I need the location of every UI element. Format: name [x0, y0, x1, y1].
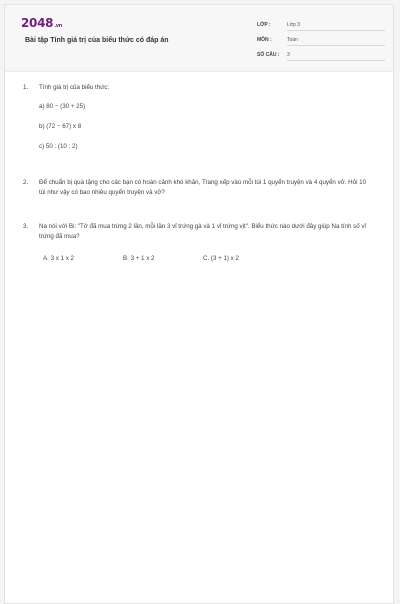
question-1-item-a: a) 80 − (30 + 25): [39, 103, 86, 110]
question-number: 3.: [23, 223, 29, 230]
meta-count-row: [257, 49, 385, 64]
question-number: 2.: [23, 179, 29, 186]
question-text: Na nói với Bi: "Tớ đã mua trứng 2 lần, mỗi lần 3 vỉ trứng gà và 1 vỉ trứng vịt". Biểu thức nào dưới đây giúp Na tính số vỉ trứng đã mua?: [39, 223, 366, 240]
meta-subject-row: [257, 34, 385, 49]
worksheet-title: Bài tập Tính giá trị của biểu thức có đáp án: [25, 37, 169, 44]
logo-text: 2048: [21, 16, 54, 30]
question-3-option-c: C. (3 + 1) x 2: [203, 255, 239, 262]
site-logo[interactable]: [21, 16, 62, 30]
worksheet: [4, 4, 394, 604]
subject-value: Toán: [287, 37, 385, 46]
question-count-value: 3: [287, 52, 385, 61]
question-3-option-b: B. 3 + 1 x 2: [123, 255, 155, 262]
question-text: Tính giá trị của biểu thức:: [39, 84, 110, 91]
logo-suffix: .vn: [54, 23, 63, 29]
subject-label: MÔN :: [257, 37, 272, 43]
meta-class-row: [257, 19, 385, 34]
question-number: 1.: [23, 84, 29, 91]
question-1-item-c: c) 50 : (10 : 2): [39, 143, 78, 150]
class-value: Lớp 3: [287, 22, 385, 31]
worksheet-header: [5, 5, 393, 72]
question-3-option-a: A. 3 x 1 x 2: [43, 255, 74, 262]
question-count-label: SỐ CÂU :: [257, 52, 280, 58]
question-text: Để chuẩn bị quà tặng cho các bạn có hoàn cảnh khó khăn, Trang xếp vào mỗi túi 1 quyển truyện và 4 quyển vở. Hỏi 10 túi như vậy có bao nhiêu quyển truyện và vở?: [39, 179, 367, 196]
worksheet-meta: [257, 19, 385, 64]
class-label: LỚP :: [257, 22, 271, 28]
question-1-item-b: b) (72 − 67) x 8: [39, 123, 82, 130]
